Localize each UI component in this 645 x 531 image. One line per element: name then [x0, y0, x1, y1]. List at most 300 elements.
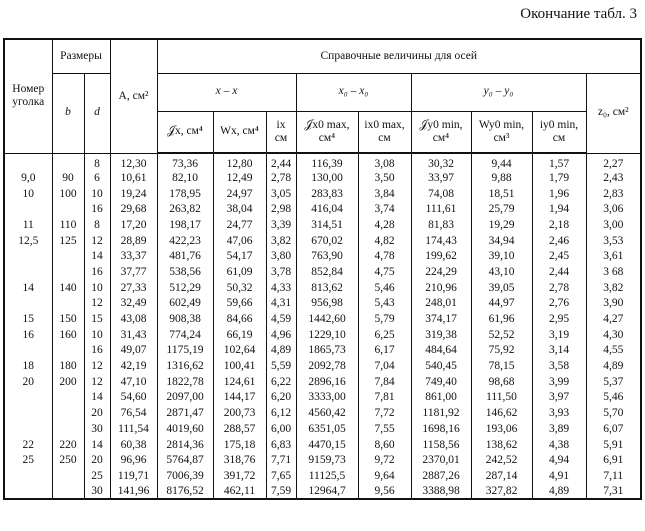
cell-A: 43,08 [110, 311, 157, 327]
cell-Jy0: 319,38 [411, 327, 471, 343]
cell-ix0: 7,55 [358, 421, 411, 437]
cell-Jx: 1175,19 [157, 343, 213, 359]
table-row [4, 170, 641, 186]
table-row [4, 233, 641, 249]
cell-b: 180 [52, 358, 84, 374]
cell-z0: 3 68 [586, 264, 641, 280]
cell-d: 8 [84, 153, 110, 170]
header-nomer: Номер уголка [4, 39, 52, 153]
table-row [4, 327, 641, 343]
cell-Wx: 38,04 [213, 201, 266, 217]
cell-iy0: 1,79 [532, 170, 586, 186]
cell-z0: 4,55 [586, 343, 641, 359]
cell-n [4, 296, 52, 312]
reference-table [3, 38, 642, 500]
cell-b: 110 [52, 217, 84, 233]
cell-Jy0: 1181,92 [411, 405, 471, 421]
cell-Wx: 66,19 [213, 327, 266, 343]
cell-z0: 2,43 [586, 170, 641, 186]
cell-A: 60,38 [110, 437, 157, 453]
cell-ix0: 9,56 [358, 484, 411, 500]
cell-b [52, 248, 84, 264]
cell-Jy0: 81,83 [411, 217, 471, 233]
cell-ix0: 5,79 [358, 311, 411, 327]
cell-n [4, 484, 52, 500]
header-Wx: Wx, см⁴ [213, 111, 266, 153]
cell-d: 12 [84, 374, 110, 390]
cell-Wy0: 111,50 [471, 390, 532, 406]
cell-d: 10 [84, 186, 110, 202]
table-row [4, 248, 641, 264]
cell-Wx: 12,49 [213, 170, 266, 186]
header-z0: z₀, см² [586, 73, 641, 153]
cell-z0: 4,30 [586, 327, 641, 343]
cell-Jx: 7006,39 [157, 468, 213, 484]
cell-Wx: 100,41 [213, 358, 266, 374]
cell-Wx: 102,64 [213, 343, 266, 359]
cell-Wy0: 98,68 [471, 374, 532, 390]
cell-d: 15 [84, 311, 110, 327]
cell-Wx: 200,73 [213, 405, 266, 421]
cell-Wy0: 242,52 [471, 452, 532, 468]
cell-b: 90 [52, 170, 84, 186]
cell-Wy0: 193,06 [471, 421, 532, 437]
cell-Jy0: 861,00 [411, 390, 471, 406]
cell-Jy0: 2370,01 [411, 452, 471, 468]
cell-ix0: 4,75 [358, 264, 411, 280]
cell-iy0: 4,89 [532, 484, 586, 500]
cell-iy0: 3,97 [532, 390, 586, 406]
cell-iy0: 3,19 [532, 327, 586, 343]
cell-z0: 2,83 [586, 186, 641, 202]
cell-Jx0: 12964,7 [296, 484, 358, 500]
table-row [4, 421, 641, 437]
cell-b [52, 201, 84, 217]
cell-b: 100 [52, 186, 84, 202]
cell-ix0: 5,43 [358, 296, 411, 312]
cell-iy0: 3,89 [532, 421, 586, 437]
cell-Wx: 84,66 [213, 311, 266, 327]
cell-Jy0: 111,61 [411, 201, 471, 217]
cell-Jx0: 763,90 [296, 248, 358, 264]
cell-d: 12 [84, 358, 110, 374]
cell-ix0: 3,74 [358, 201, 411, 217]
cell-d: 14 [84, 248, 110, 264]
header-iy0: iy0 min, см [532, 111, 586, 153]
cell-Jx0: 283,83 [296, 186, 358, 202]
cell-ix0: 7,72 [358, 405, 411, 421]
cell-Jy0: 199,62 [411, 248, 471, 264]
cell-Jx: 512,29 [157, 280, 213, 296]
cell-Wx: 318,76 [213, 452, 266, 468]
cell-iy0: 2,78 [532, 280, 586, 296]
cell-Jx0: 6351,05 [296, 421, 358, 437]
cell-n: 16 [4, 327, 52, 343]
cell-z0: 2,27 [586, 153, 641, 170]
table-row [4, 201, 641, 217]
cell-Jx: 8176,52 [157, 484, 213, 500]
header-ix: ix см [266, 111, 296, 153]
cell-d: 10 [84, 327, 110, 343]
cell-ix0: 3,50 [358, 170, 411, 186]
cell-iy0: 2,46 [532, 233, 586, 249]
cell-iy0: 4,94 [532, 452, 586, 468]
cell-n: 20 [4, 374, 52, 390]
cell-Jx0: 956,98 [296, 296, 358, 312]
cell-ix0: 5,46 [358, 280, 411, 296]
cell-n: 10 [4, 186, 52, 202]
header-d: d [84, 73, 110, 153]
header-ix0: ix0 max, см [358, 111, 411, 153]
cell-ix: 3,80 [266, 248, 296, 264]
cell-d: 10 [84, 280, 110, 296]
cell-Wx: 391,72 [213, 468, 266, 484]
cell-A: 17,20 [110, 217, 157, 233]
cell-b [52, 468, 84, 484]
cell-n: 12,5 [4, 233, 52, 249]
cell-A: 10,61 [110, 170, 157, 186]
cell-b [52, 296, 84, 312]
cell-z0: 4,27 [586, 311, 641, 327]
cell-iy0: 1,57 [532, 153, 586, 170]
cell-Jx: 5764,87 [157, 452, 213, 468]
cell-ix: 5,59 [266, 358, 296, 374]
table-row [4, 280, 641, 296]
table-row [4, 390, 641, 406]
cell-A: 49,07 [110, 343, 157, 359]
cell-Wx: 144,17 [213, 390, 266, 406]
header-Jy0: 𝒥y0 min, см⁴ [411, 111, 471, 153]
cell-b [52, 264, 84, 280]
cell-n: 14 [4, 280, 52, 296]
cell-d: 8 [84, 217, 110, 233]
cell-z0: 5,91 [586, 437, 641, 453]
cell-ix: 6,00 [266, 421, 296, 437]
cell-Jx: 908,38 [157, 311, 213, 327]
cell-n: 18 [4, 358, 52, 374]
cell-n [4, 153, 52, 170]
cell-ix: 4,89 [266, 343, 296, 359]
cell-A: 76,54 [110, 405, 157, 421]
cell-Jx: 198,17 [157, 217, 213, 233]
cell-A: 111,54 [110, 421, 157, 437]
cell-Jy0: 248,01 [411, 296, 471, 312]
cell-z0: 5,37 [586, 374, 641, 390]
cell-d: 16 [84, 343, 110, 359]
cell-A: 32,49 [110, 296, 157, 312]
cell-Wy0: 75,92 [471, 343, 532, 359]
cell-A: 96,96 [110, 452, 157, 468]
cell-Jx: 1316,62 [157, 358, 213, 374]
cell-Jx: 481,76 [157, 248, 213, 264]
cell-Jy0: 33,97 [411, 170, 471, 186]
cell-ix: 7,71 [266, 452, 296, 468]
cell-A: 29,68 [110, 201, 157, 217]
cell-Wx: 50,32 [213, 280, 266, 296]
cell-ix0: 8,60 [358, 437, 411, 453]
cell-A: 28,89 [110, 233, 157, 249]
cell-Jx0: 314,51 [296, 217, 358, 233]
cell-d: 30 [84, 421, 110, 437]
cell-Jx0: 1442,60 [296, 311, 358, 327]
cell-Wy0: 146,62 [471, 405, 532, 421]
table-row [4, 343, 641, 359]
cell-iy0: 1,96 [532, 186, 586, 202]
cell-b: 140 [52, 280, 84, 296]
table-row [4, 374, 641, 390]
cell-Jx: 422,23 [157, 233, 213, 249]
cell-b [52, 484, 84, 500]
table-row [4, 296, 641, 312]
cell-Jx: 774,24 [157, 327, 213, 343]
cell-iy0: 3,58 [532, 358, 586, 374]
cell-n [4, 264, 52, 280]
cell-ix0: 3,84 [358, 186, 411, 202]
cell-Wx: 24,77 [213, 217, 266, 233]
cell-Jx0: 670,02 [296, 233, 358, 249]
table-row [4, 484, 641, 500]
cell-n [4, 468, 52, 484]
cell-z0: 4,89 [586, 358, 641, 374]
cell-Jx: 602,49 [157, 296, 213, 312]
cell-iy0: 2,18 [532, 217, 586, 233]
cell-iy0: 2,76 [532, 296, 586, 312]
cell-Jx0: 130,00 [296, 170, 358, 186]
cell-Jx: 73,36 [157, 153, 213, 170]
cell-Wx: 288,57 [213, 421, 266, 437]
cell-Jx0: 813,62 [296, 280, 358, 296]
cell-Jy0: 224,29 [411, 264, 471, 280]
cell-Wx: 47,06 [213, 233, 266, 249]
cell-Jy0: 3388,98 [411, 484, 471, 500]
cell-b [52, 421, 84, 437]
cell-Jx: 178,95 [157, 186, 213, 202]
cell-Jx0: 1865,73 [296, 343, 358, 359]
cell-Jx: 538,56 [157, 264, 213, 280]
cell-Jy0: 74,08 [411, 186, 471, 202]
cell-iy0: 1,94 [532, 201, 586, 217]
cell-A: 54,60 [110, 390, 157, 406]
cell-Jx: 2097,00 [157, 390, 213, 406]
cell-d: 14 [84, 390, 110, 406]
cell-Jx0: 4560,42 [296, 405, 358, 421]
cell-Wy0: 44,97 [471, 296, 532, 312]
header-A: A, см² [110, 39, 157, 153]
cell-A: 27,33 [110, 280, 157, 296]
cell-ix: 3,05 [266, 186, 296, 202]
cell-b [52, 343, 84, 359]
cell-Wy0: 34,94 [471, 233, 532, 249]
cell-z0: 7,11 [586, 468, 641, 484]
cell-Jy0: 30,32 [411, 153, 471, 170]
cell-iy0: 3,93 [532, 405, 586, 421]
table-row [4, 358, 641, 374]
cell-Jx0: 116,39 [296, 153, 358, 170]
cell-Jx: 1822,78 [157, 374, 213, 390]
cell-b: 220 [52, 437, 84, 453]
cell-Jx0: 2896,16 [296, 374, 358, 390]
cell-Jx0: 1229,10 [296, 327, 358, 343]
cell-d: 30 [84, 484, 110, 500]
cell-Jx0: 2092,78 [296, 358, 358, 374]
cell-Jy0: 374,17 [411, 311, 471, 327]
cell-ix0: 7,84 [358, 374, 411, 390]
cell-z0: 6,91 [586, 452, 641, 468]
cell-n [4, 405, 52, 421]
cell-Wy0: 19,29 [471, 217, 532, 233]
cell-d: 6 [84, 170, 110, 186]
cell-Jy0: 1698,16 [411, 421, 471, 437]
cell-z0: 3,00 [586, 217, 641, 233]
cell-b [52, 390, 84, 406]
cell-Jy0: 1158,56 [411, 437, 471, 453]
table-caption: Окончание табл. 3 [520, 6, 637, 22]
cell-ix: 2,98 [266, 201, 296, 217]
cell-Jx: 263,82 [157, 201, 213, 217]
table-row [4, 311, 641, 327]
cell-d: 20 [84, 452, 110, 468]
cell-ix: 7,65 [266, 468, 296, 484]
cell-ix: 4,33 [266, 280, 296, 296]
cell-iy0: 4,38 [532, 437, 586, 453]
cell-ix0: 7,04 [358, 358, 411, 374]
header-xx: x – x [157, 73, 296, 111]
cell-ix: 6,83 [266, 437, 296, 453]
cell-Wy0: 43,10 [471, 264, 532, 280]
cell-d: 12 [84, 233, 110, 249]
cell-Wx: 61,09 [213, 264, 266, 280]
cell-z0: 6,07 [586, 421, 641, 437]
table-row [4, 437, 641, 453]
cell-b [52, 405, 84, 421]
cell-Jx0: 4470,15 [296, 437, 358, 453]
cell-ix0: 6,17 [358, 343, 411, 359]
cell-Wy0: 327,82 [471, 484, 532, 500]
cell-Jy0: 749,40 [411, 374, 471, 390]
cell-n [4, 343, 52, 359]
cell-ix: 6,12 [266, 405, 296, 421]
cell-z0: 3,61 [586, 248, 641, 264]
cell-ix: 4,59 [266, 311, 296, 327]
cell-Jx: 4019,60 [157, 421, 213, 437]
cell-Wy0: 52,52 [471, 327, 532, 343]
cell-Wx: 462,11 [213, 484, 266, 500]
header-b: b [52, 73, 84, 153]
cell-iy0: 2,44 [532, 264, 586, 280]
cell-iy0: 3,99 [532, 374, 586, 390]
cell-b: 250 [52, 452, 84, 468]
cell-ix: 3,39 [266, 217, 296, 233]
cell-Jy0: 540,45 [411, 358, 471, 374]
cell-b: 200 [52, 374, 84, 390]
cell-Jx0: 852,84 [296, 264, 358, 280]
cell-Wx: 54,17 [213, 248, 266, 264]
cell-n: 9,0 [4, 170, 52, 186]
cell-Wy0: 61,96 [471, 311, 532, 327]
cell-ix: 2,44 [266, 153, 296, 170]
header-Jx: 𝒥x, см⁴ [157, 111, 213, 153]
cell-ix: 4,96 [266, 327, 296, 343]
cell-ix0: 6,25 [358, 327, 411, 343]
cell-iy0: 4,91 [532, 468, 586, 484]
cell-z0: 3,06 [586, 201, 641, 217]
cell-n [4, 390, 52, 406]
cell-n: 22 [4, 437, 52, 453]
cell-Wy0: 9,44 [471, 153, 532, 170]
cell-z0: 3,53 [586, 233, 641, 249]
cell-ix0: 9,72 [358, 452, 411, 468]
table-row [4, 405, 641, 421]
cell-b [52, 153, 84, 170]
header-y0y0: y₀ – y₀ [411, 73, 586, 111]
cell-Jx: 2814,36 [157, 437, 213, 453]
table-row [4, 186, 641, 202]
cell-Wx: 12,80 [213, 153, 266, 170]
cell-d: 16 [84, 264, 110, 280]
cell-A: 37,77 [110, 264, 157, 280]
cell-Wy0: 39,05 [471, 280, 532, 296]
header-razmery: Размеры [52, 39, 110, 73]
cell-Wy0: 287,14 [471, 468, 532, 484]
cell-Wx: 124,61 [213, 374, 266, 390]
header-Jx0: 𝒥x0 max, см⁴ [296, 111, 358, 153]
table-row [4, 264, 641, 280]
cell-Jx0: 9159,73 [296, 452, 358, 468]
cell-z0: 3,90 [586, 296, 641, 312]
cell-Wy0: 25,79 [471, 201, 532, 217]
table-row [4, 153, 641, 170]
cell-ix: 3,82 [266, 233, 296, 249]
cell-A: 31,43 [110, 327, 157, 343]
cell-d: 25 [84, 468, 110, 484]
cell-n [4, 421, 52, 437]
cell-ix0: 9,64 [358, 468, 411, 484]
cell-z0: 5,70 [586, 405, 641, 421]
cell-ix0: 4,28 [358, 217, 411, 233]
cell-z0: 5,46 [586, 390, 641, 406]
cell-b: 125 [52, 233, 84, 249]
cell-ix: 6,22 [266, 374, 296, 390]
header-sprav: Справочные величины для осей [157, 39, 641, 73]
cell-A: 141,96 [110, 484, 157, 500]
cell-iy0: 3,14 [532, 343, 586, 359]
cell-d: 16 [84, 201, 110, 217]
table-row [4, 468, 641, 484]
cell-ix: 3,78 [266, 264, 296, 280]
cell-ix0: 4,82 [358, 233, 411, 249]
cell-Jy0: 210,96 [411, 280, 471, 296]
cell-Wx: 24,97 [213, 186, 266, 202]
cell-Wx: 175,18 [213, 437, 266, 453]
cell-Wy0: 18,51 [471, 186, 532, 202]
cell-ix0: 4,78 [358, 248, 411, 264]
cell-iy0: 2,95 [532, 311, 586, 327]
header-x0x0: x₀ – x₀ [296, 73, 411, 111]
cell-A: 33,37 [110, 248, 157, 264]
cell-n: 11 [4, 217, 52, 233]
table-body [4, 153, 641, 499]
cell-Jx: 2871,47 [157, 405, 213, 421]
cell-Wx: 59,66 [213, 296, 266, 312]
cell-ix: 4,31 [266, 296, 296, 312]
cell-z0: 3,82 [586, 280, 641, 296]
cell-d: 20 [84, 405, 110, 421]
cell-iy0: 2,45 [532, 248, 586, 264]
cell-Wy0: 138,62 [471, 437, 532, 453]
cell-Wy0: 39,10 [471, 248, 532, 264]
cell-n [4, 201, 52, 217]
table-row [4, 452, 641, 468]
